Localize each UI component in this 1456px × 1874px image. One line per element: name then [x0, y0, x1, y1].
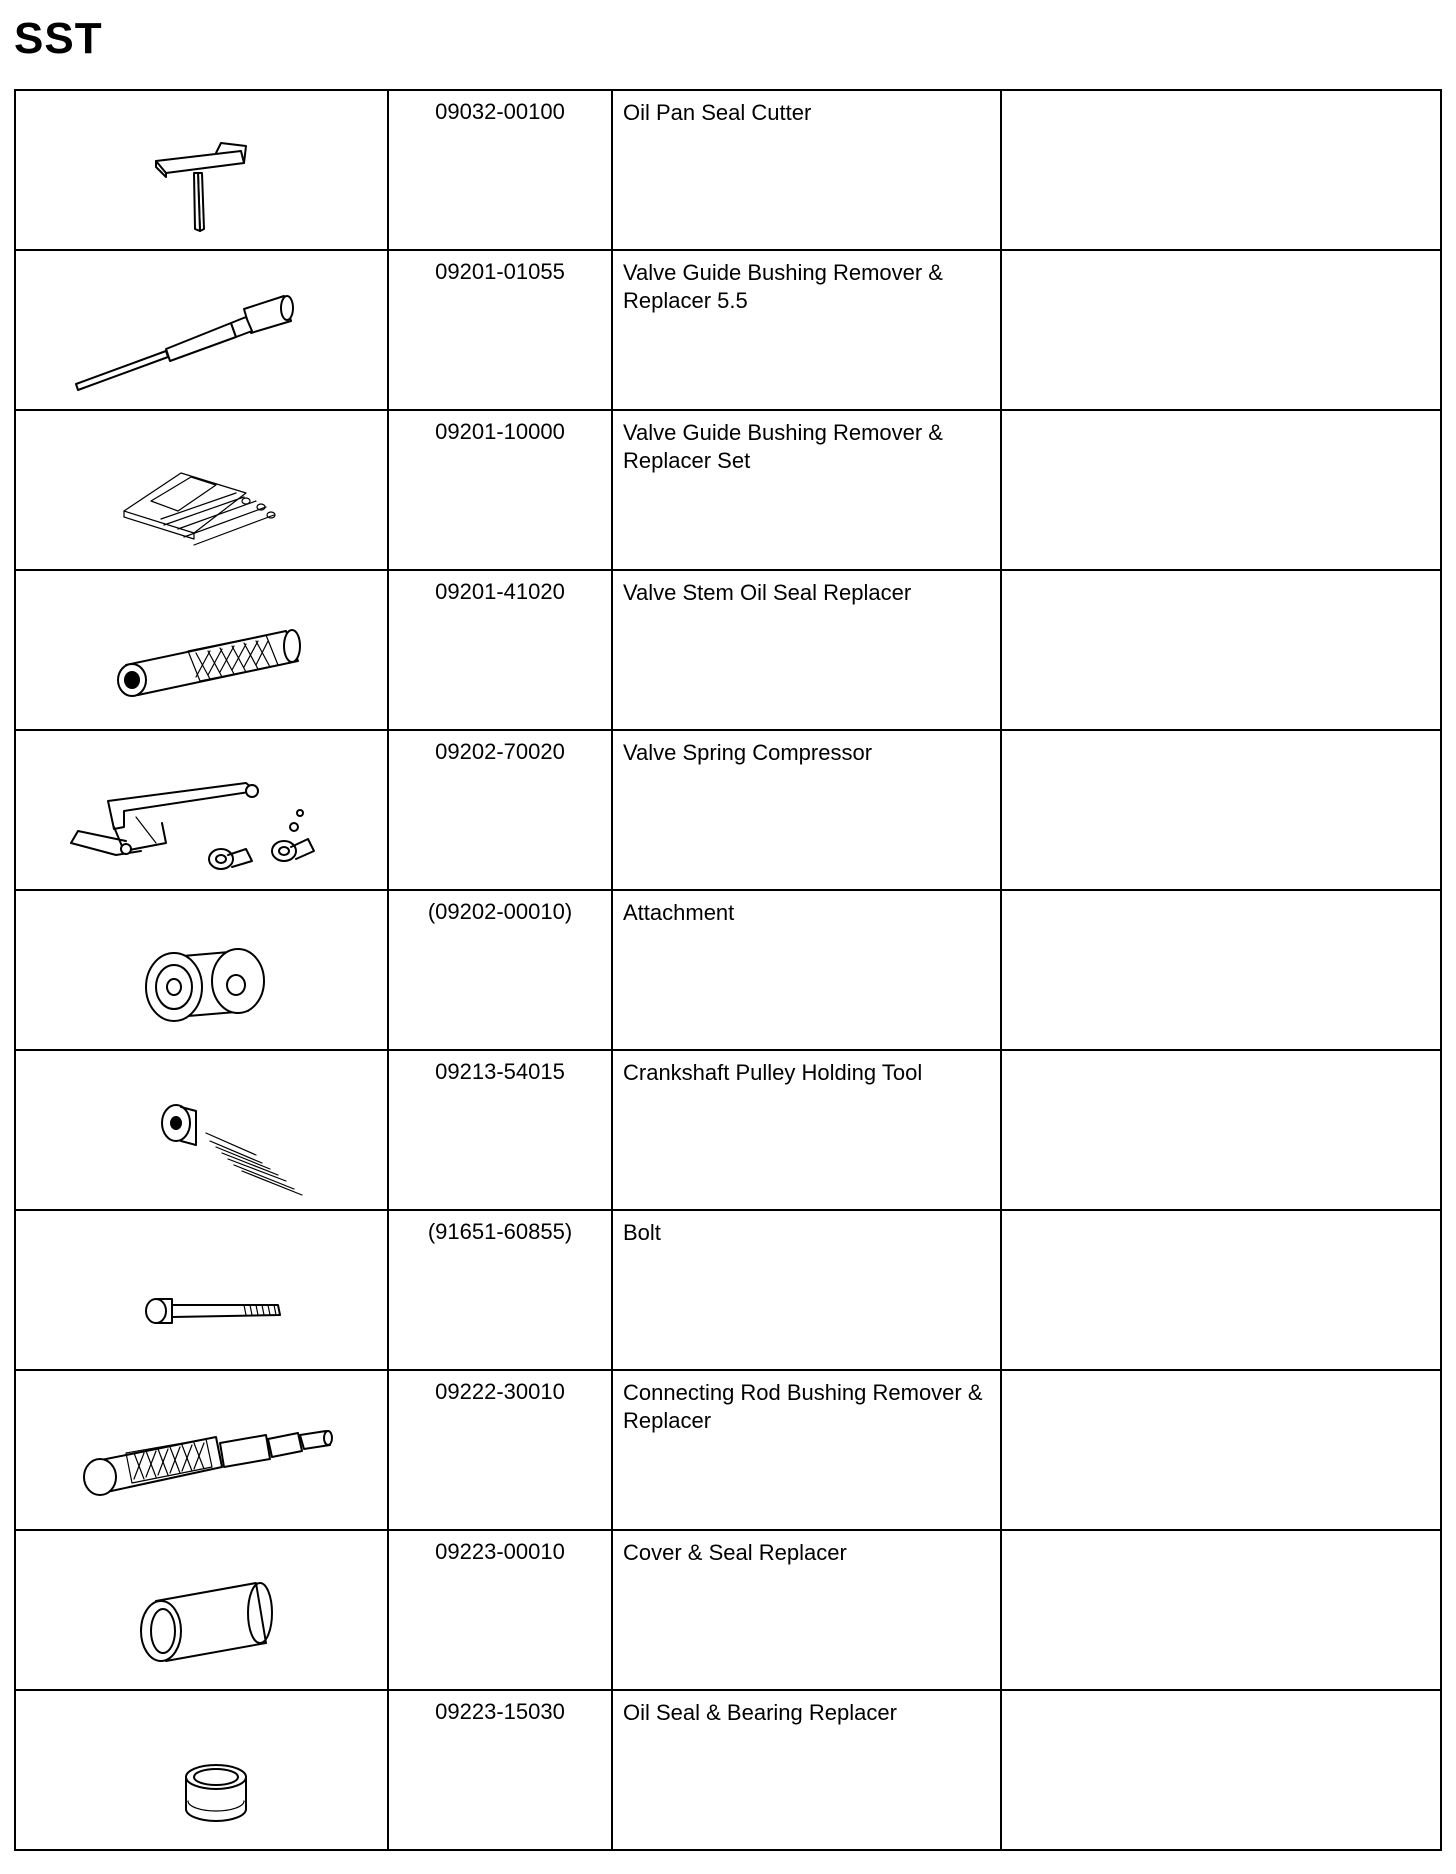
part-number: 09201-10000 — [435, 419, 565, 444]
tool-image-cell — [15, 890, 388, 1050]
tool-image-cell — [15, 250, 388, 410]
tool-name: Cover & Seal Replacer — [623, 1540, 847, 1565]
attachment-icon — [16, 891, 387, 1049]
table-row — [15, 1370, 1441, 1530]
crankshaft-pulley-holding-tool-icon — [16, 1051, 387, 1209]
valve-guide-bushing-remover-5-5-icon — [16, 251, 387, 409]
part-number: (91651-60855) — [427, 1219, 573, 1244]
valve-spring-compressor-icon — [16, 731, 387, 889]
sst-table — [14, 89, 1442, 1851]
tool-image-cell — [15, 570, 388, 730]
tool-name: Valve Guide Bushing Remover & Replacer 5.5 — [623, 260, 943, 313]
part-number: 09201-01055 — [435, 259, 565, 284]
tool-image-cell — [15, 1050, 388, 1210]
table-row — [15, 410, 1441, 570]
valve-stem-oil-seal-replacer-icon — [16, 571, 387, 729]
part-number: 09223-15030 — [435, 1699, 565, 1724]
table-row — [15, 570, 1441, 730]
part-number: 09032-00100 — [435, 99, 565, 124]
tool-image-cell — [15, 1690, 388, 1850]
part-number: (09202-00010) — [427, 899, 573, 924]
tool-name: Crankshaft Pulley Holding Tool — [623, 1060, 923, 1085]
tool-name: Bolt — [623, 1220, 661, 1245]
oil-seal-bearing-replacer-icon — [16, 1691, 387, 1849]
tool-image-cell — [15, 1210, 388, 1370]
table-row — [15, 90, 1441, 250]
connecting-rod-bushing-remover-icon — [16, 1371, 387, 1529]
tool-name: Valve Guide Bushing Remover & Replacer Set — [623, 420, 943, 473]
table-row — [15, 890, 1441, 1050]
tool-name: Attachment — [623, 900, 735, 925]
tool-image-cell — [15, 1530, 388, 1690]
valve-guide-bushing-set-icon — [16, 411, 387, 569]
cover-seal-replacer-icon — [16, 1531, 387, 1689]
bolt-icon — [16, 1211, 387, 1369]
tool-name: Oil Seal & Bearing Replacer — [623, 1700, 897, 1725]
oil-pan-seal-cutter-icon — [16, 91, 387, 249]
page-title: SST — [14, 14, 103, 63]
table-row — [15, 250, 1441, 410]
part-number: 09202-70020 — [435, 739, 565, 764]
part-number: 09213-54015 — [435, 1059, 565, 1084]
part-number: 09222-30010 — [435, 1379, 565, 1404]
table-row — [15, 1210, 1441, 1370]
tool-name: Oil Pan Seal Cutter — [623, 100, 812, 125]
table-row — [15, 1690, 1441, 1850]
part-number: 09223-00010 — [435, 1539, 565, 1564]
tool-image-cell — [15, 90, 388, 250]
tool-name: Valve Spring Compressor — [623, 740, 873, 765]
tool-name: Valve Stem Oil Seal Replacer — [623, 580, 912, 605]
part-number: 09201-41020 — [435, 579, 565, 604]
table-row — [15, 1050, 1441, 1210]
tool-image-cell — [15, 1370, 388, 1530]
tool-name: Connecting Rod Bushing Remover & Replacer — [623, 1380, 983, 1433]
tool-image-cell — [15, 410, 388, 570]
table-row — [15, 730, 1441, 890]
tool-image-cell — [15, 730, 388, 890]
table-row — [15, 1530, 1441, 1690]
